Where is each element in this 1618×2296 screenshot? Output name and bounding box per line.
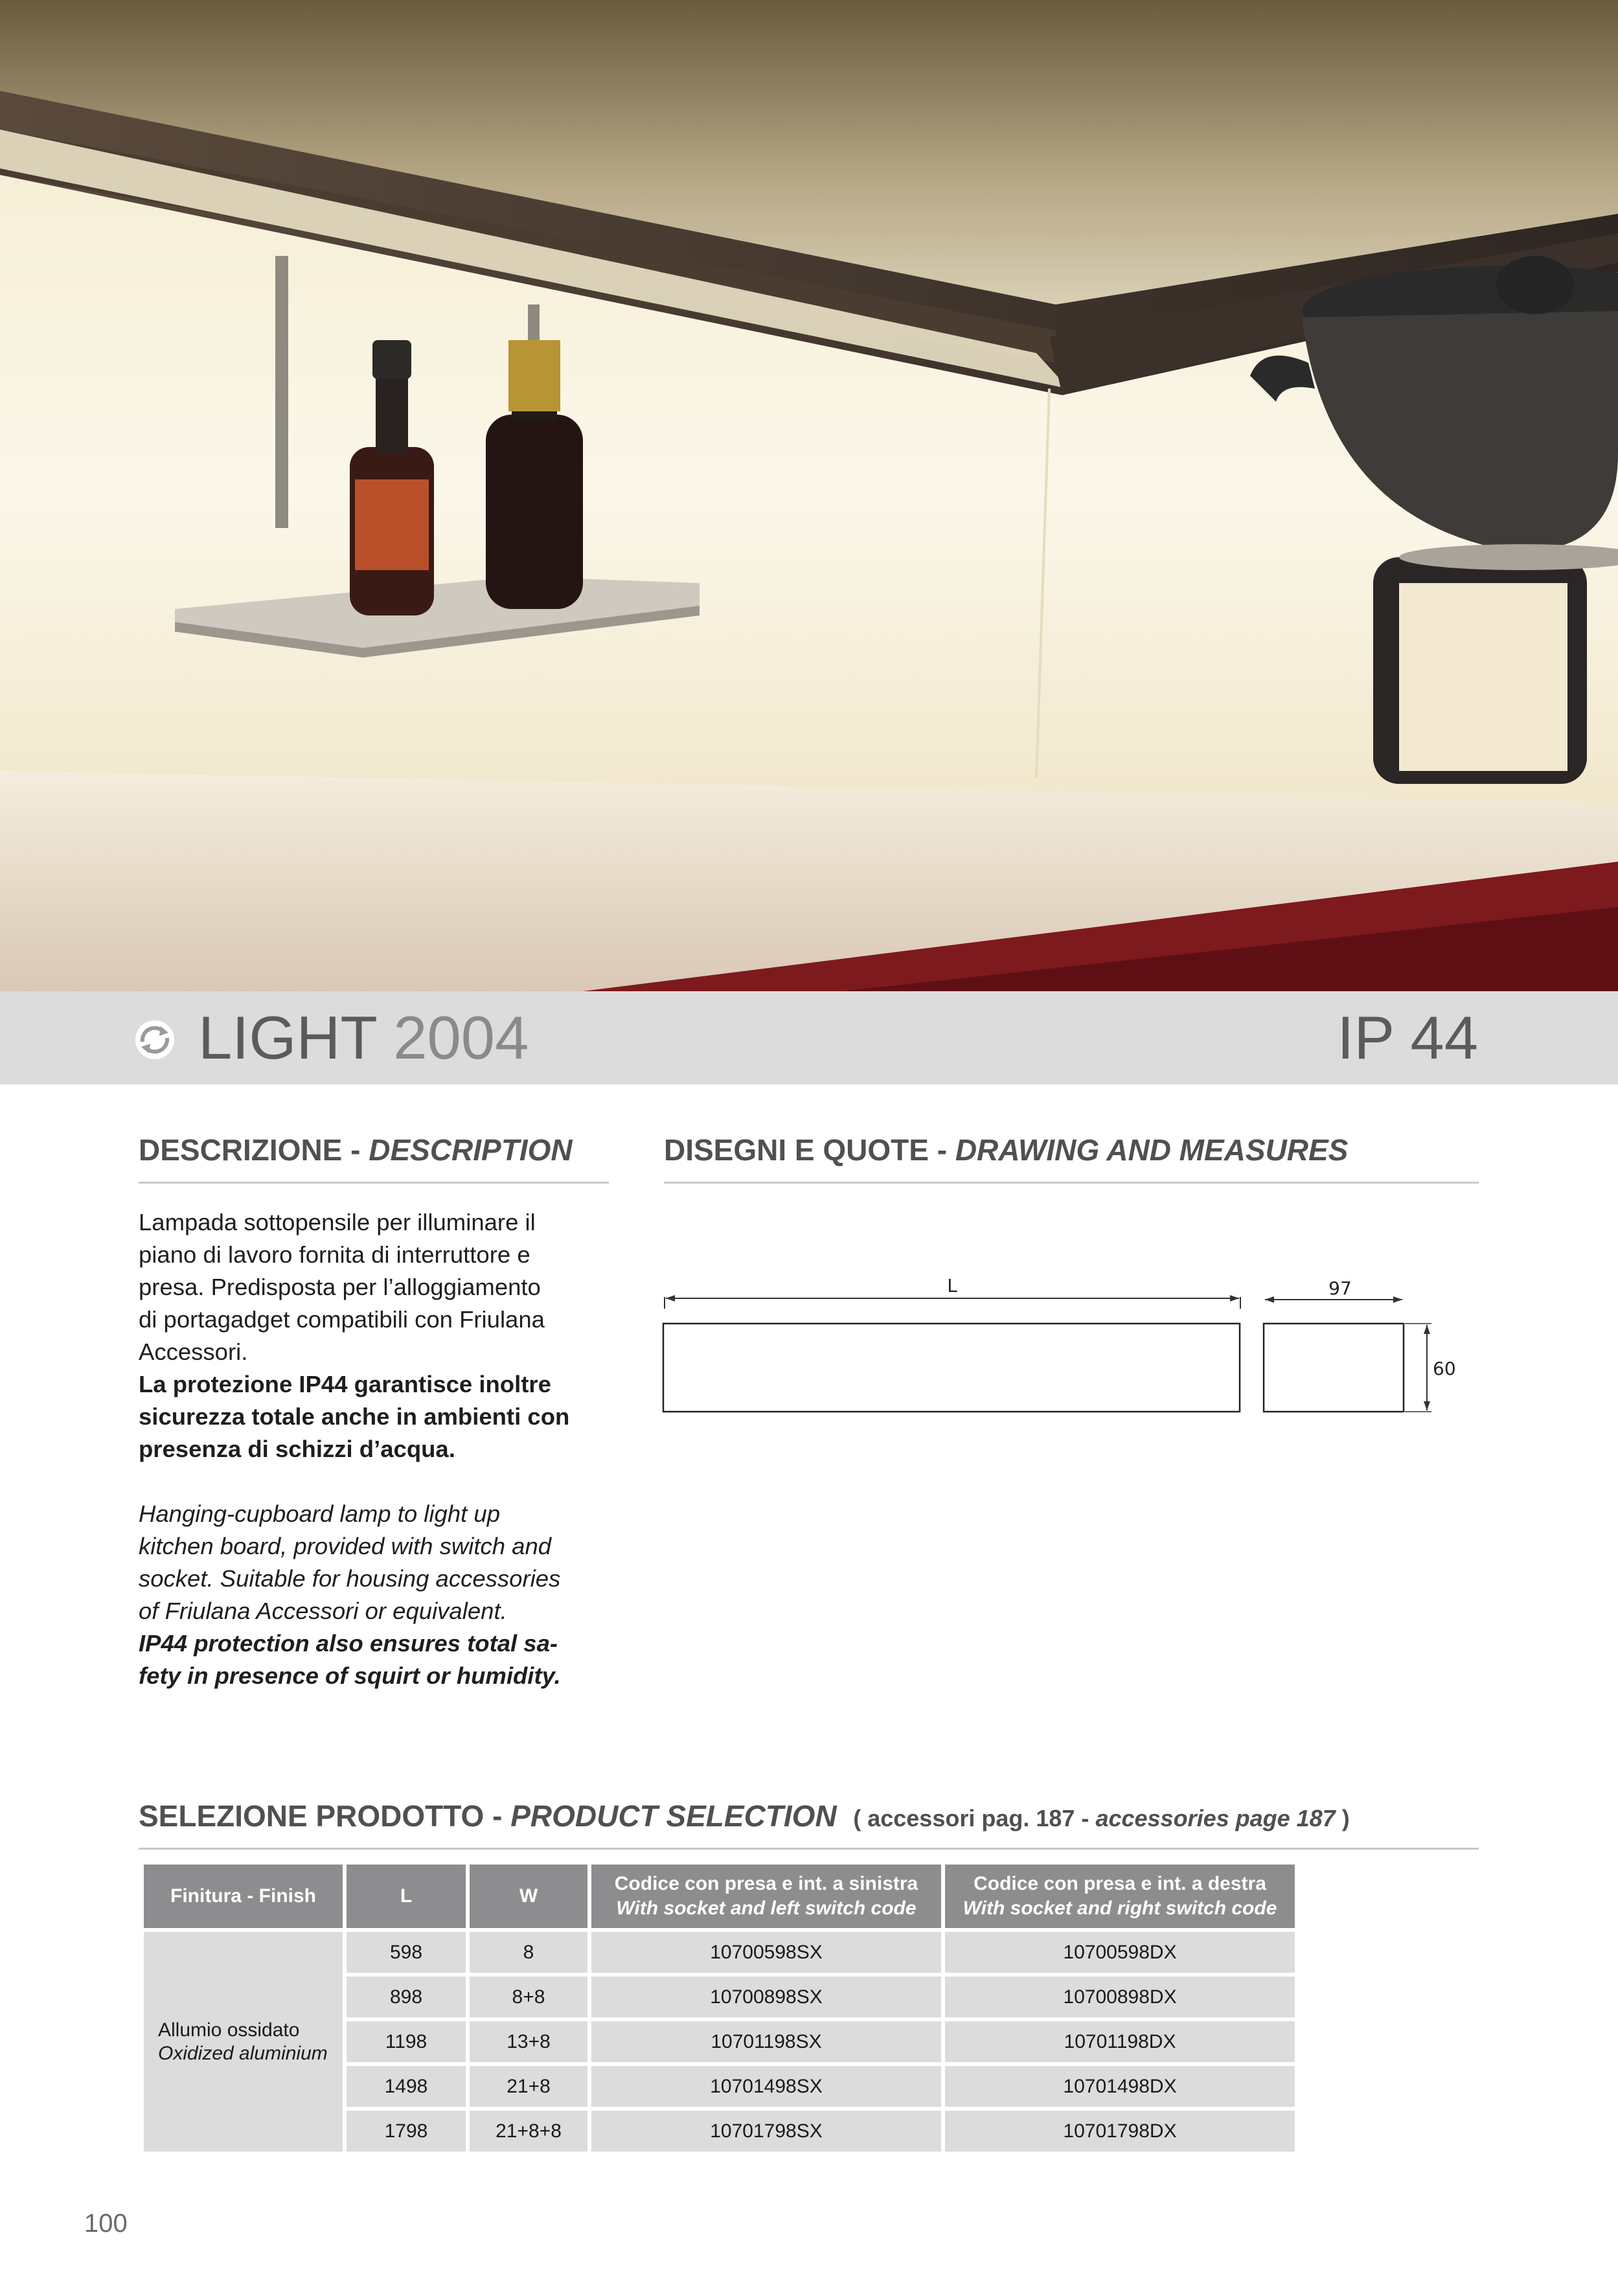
table-header-row — [144, 1865, 1295, 1928]
cell-sx: 10701198SX — [591, 2021, 941, 2062]
cell-sx: 10701798SX — [591, 2111, 941, 2152]
finish-en: Oxidized aluminium — [158, 2042, 328, 2064]
dim-width-label: 97 — [1328, 1278, 1352, 1299]
cell-sx: 10700598SX — [591, 1932, 941, 1973]
cell-w: 8 — [470, 1932, 587, 1973]
cell-dx: 10701798DX — [945, 2111, 1295, 2152]
desc-it-line: di portagadget compatibili con Friulana — [139, 1306, 545, 1333]
description-heading-it: DESCRIZIONE - — [139, 1133, 361, 1167]
cell-l: 1198 — [347, 2021, 466, 2062]
product-title — [198, 1003, 529, 1073]
cell-l: 598 — [347, 1932, 466, 1973]
cell-sx: 10700898SX — [591, 1977, 941, 2017]
accessories-note-close: ) — [1341, 1805, 1350, 1831]
cell-l: 1498 — [347, 2066, 466, 2107]
cell-dx: 10700598DX — [945, 1932, 1295, 1973]
col-dx-en: With socket and right switch code — [963, 1898, 1277, 1919]
col-sx-en: With socket and left switch code — [616, 1898, 917, 1919]
description-heading — [139, 1132, 609, 1184]
desc-it-bold-line: La protezione IP44 garantisce inoltre — [139, 1371, 551, 1397]
selection-heading-en: PRODUCT SELECTION — [510, 1799, 837, 1833]
col-sx — [591, 1865, 941, 1928]
desc-it-line: piano di lavoro fornita di interruttore e — [139, 1241, 530, 1268]
cell-w: 13+8 — [470, 2021, 587, 2062]
description-text — [139, 1206, 611, 1692]
cell-w: 8+8 — [470, 1977, 587, 2017]
accessories-note-open: ( accessori pag. 187 - — [853, 1805, 1089, 1831]
accessories-note-en: accessories page 187 — [1095, 1805, 1336, 1831]
desc-it-bold-line: presenza di schizzi d’acqua. — [139, 1436, 455, 1462]
cell-w: 21+8 — [470, 2066, 587, 2107]
desc-en-line: kitchen board, provided with switch and — [139, 1533, 552, 1559]
desc-it-line: Lampada sottopensile per illuminare il — [139, 1209, 536, 1235]
desc-en-line: socket. Suitable for housing accessories — [139, 1565, 561, 1592]
desc-it-bold-line: sicurezza totale anche in ambienti con — [139, 1403, 570, 1430]
technical-drawing — [659, 1270, 1476, 1425]
cell-w: 21+8+8 — [470, 2111, 587, 2152]
product-name: LIGHT — [198, 1004, 377, 1072]
finish-cell — [144, 1932, 343, 2152]
desc-en-bold-line: IP44 protection also ensures total sa- — [139, 1630, 558, 1657]
col-dx-it: Codice con presa e int. a destra — [974, 1873, 1266, 1894]
circular-arrows-logo-icon — [133, 1018, 176, 1061]
dim-length-label: L — [947, 1275, 957, 1296]
ip-rating: IP 44 — [1337, 1004, 1478, 1072]
cell-l: 1798 — [347, 2111, 466, 2152]
selection-heading — [139, 1798, 1479, 1850]
col-dx — [945, 1865, 1295, 1928]
desc-it-line: Accessori. — [139, 1338, 248, 1365]
col-finish: Finitura - Finish — [144, 1865, 343, 1928]
accessories-note — [853, 1805, 1349, 1831]
table-row — [144, 1932, 1295, 1973]
desc-en-line: Hanging-cupboard lamp to light up — [139, 1500, 500, 1527]
desc-en-bold-line: fety in presence of squirt or humidity. — [139, 1662, 561, 1689]
description-heading-en: DESCRIPTION — [369, 1133, 573, 1167]
col-w: W — [470, 1865, 587, 1928]
drawing-heading-en: DRAWING AND MEASURES — [955, 1133, 1349, 1167]
product-table — [140, 1861, 1299, 2155]
dim-height-label: 60 — [1433, 1358, 1456, 1379]
hero-photo — [0, 0, 1618, 991]
page-number: 100 — [84, 2209, 128, 2238]
drawing-heading-it: DISEGNI E QUOTE - — [664, 1133, 948, 1167]
desc-en-line: of Friulana Accessori or equivalent. — [139, 1598, 507, 1624]
desc-it-line: presa. Predisposta per l’alloggiamento — [139, 1274, 541, 1300]
col-sx-it: Codice con presa e int. a sinistra — [614, 1873, 918, 1894]
finish-it: Allumio ossidato — [158, 2019, 300, 2041]
cell-dx: 10701198DX — [945, 2021, 1295, 2062]
cell-dx: 10700898DX — [945, 1977, 1295, 2017]
product-year: 2004 — [393, 1004, 529, 1072]
cell-dx: 10701498DX — [945, 2066, 1295, 2107]
col-l: L — [347, 1865, 466, 1928]
cell-sx: 10701498SX — [591, 2066, 941, 2107]
cell-l: 898 — [347, 1977, 466, 2017]
selection-heading-it: SELEZIONE PRODOTTO - — [139, 1799, 503, 1833]
drawing-heading — [664, 1132, 1479, 1184]
